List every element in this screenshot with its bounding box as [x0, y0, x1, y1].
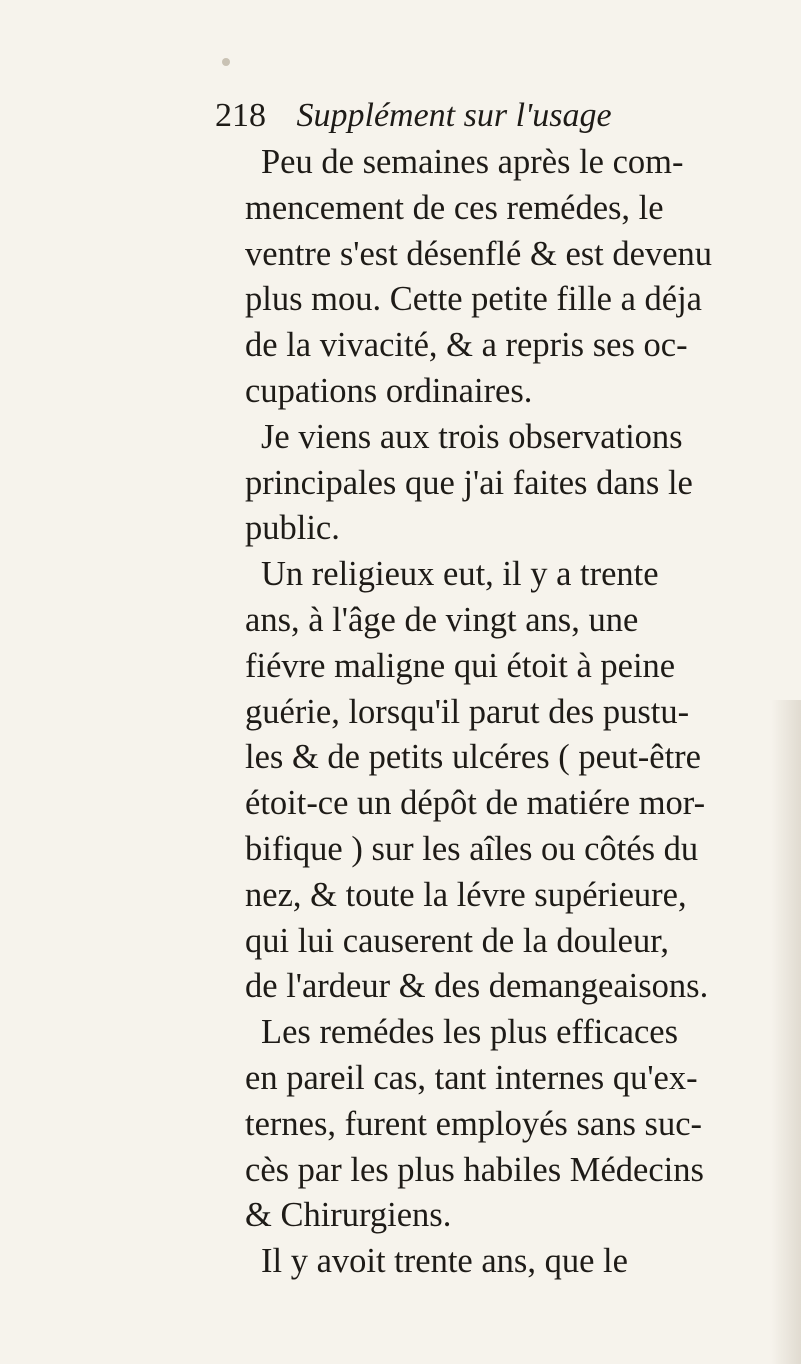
text-line: les & de petits ulcéres ( peut-être: [245, 738, 701, 777]
text-line: plus mou. Cette petite fille a déja: [245, 280, 702, 319]
page-header: [215, 96, 612, 136]
text-line: Peu de semaines après le com-: [261, 143, 684, 181]
text-line: en pareil cas, tant internes qu'ex-: [245, 1058, 698, 1097]
ink-speck: [222, 58, 230, 66]
text-line: guérie, lorsqu'il parut des pustu-: [245, 692, 690, 731]
text-line: principales que j'ai faites dans le: [245, 463, 693, 502]
page-text: [245, 140, 790, 1285]
text-line: ans, à l'âge de vingt ans, une: [245, 600, 639, 639]
text-line: étoit-ce un dépôt de matiére mor-: [245, 784, 706, 823]
text-line: bifique ) sur les aîles ou côtés du: [245, 829, 699, 868]
text-line: de l'ardeur & des demangeaisons.: [245, 967, 709, 1006]
text-line: nez, & toute la lévre supérieure,: [245, 875, 687, 914]
text-line: public.: [245, 509, 340, 548]
text-line: Il y avoit trente ans, que le: [261, 1242, 628, 1281]
text-line: mencement de ces remédes, le: [245, 188, 664, 227]
text-line: fiévre maligne qui étoit à peine: [245, 646, 676, 685]
text-line: ventre s'est désenflé & est devenu: [245, 234, 713, 273]
text-line: ternes, furent employés sans suc-: [245, 1104, 702, 1143]
text-line: Je viens aux trois observations: [261, 417, 683, 456]
text-line: qui lui causerent de la douleur,: [245, 921, 669, 960]
text-line: Un religieux eut, il y a trente: [261, 555, 659, 594]
text-line: cupations ordinaires.: [245, 371, 533, 410]
running-title: Supplément sur l'usage: [296, 97, 612, 134]
text-line: de la vivacité, & a repris ses oc-: [245, 326, 688, 365]
text-line: & Chirurgiens.: [245, 1196, 452, 1235]
page-number: 218: [215, 97, 266, 134]
page-edge-shadow: [771, 700, 801, 1364]
text-line: cès par les plus habiles Médecins: [245, 1150, 704, 1189]
text-line: Les remédes les plus efficaces: [261, 1013, 679, 1052]
